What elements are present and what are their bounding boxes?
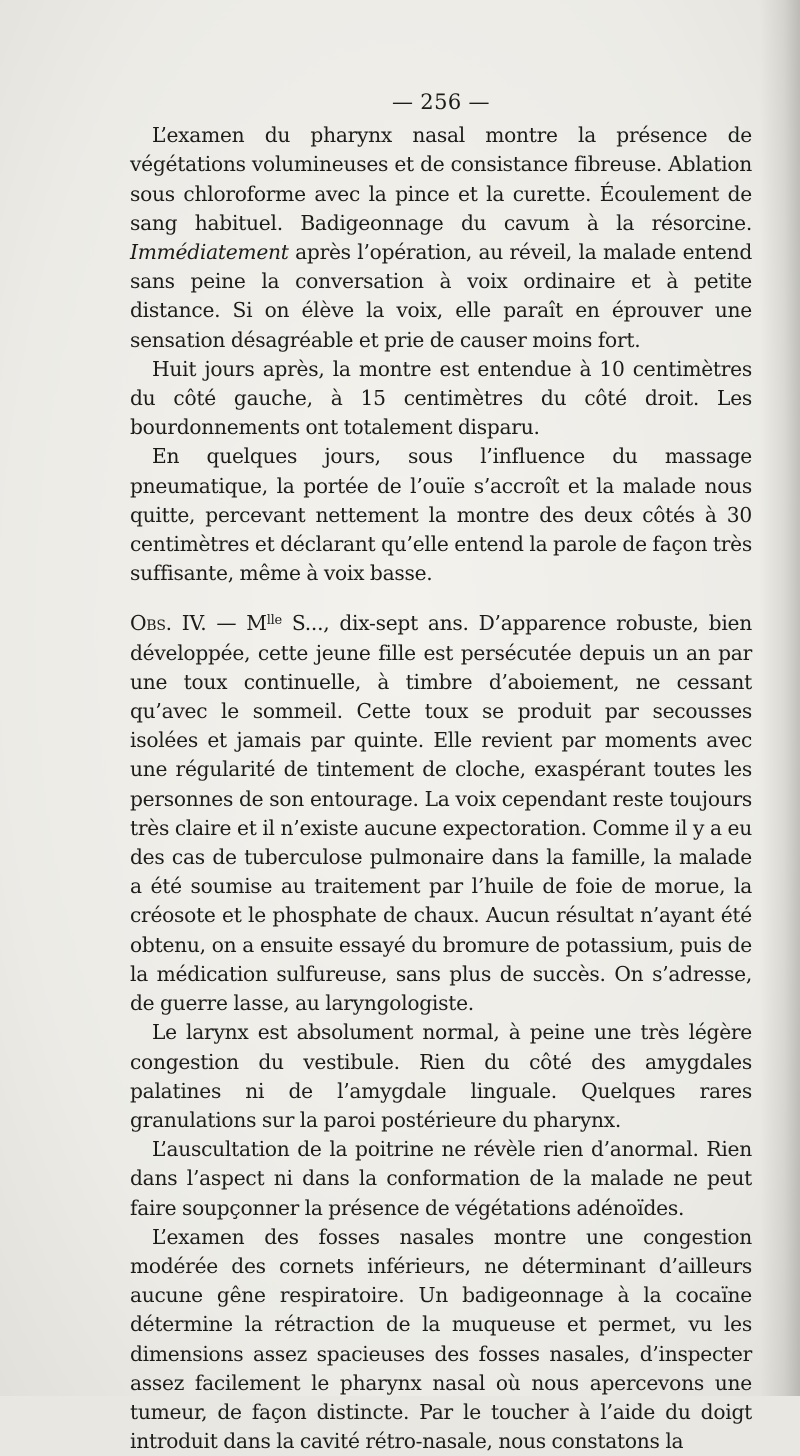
italic-text: Immédiatement xyxy=(130,240,289,265)
page-edge-shadow xyxy=(760,0,800,1396)
body-paragraphs xyxy=(130,121,752,1456)
superscript-text: lle xyxy=(266,613,282,629)
paragraph xyxy=(130,355,752,443)
page-text xyxy=(130,88,752,1456)
paragraph xyxy=(130,121,752,355)
page-number: — 256 — xyxy=(392,90,490,114)
text-segment: S..., dix-sept ans. D’apparence robuste, bien développée, cette jeune fille est persécutée depuis un an par une toux continuelle, à timbre d’aboiement, ne cessant qu’avec le sommeil. Cette toux se produit par secousses isolées et jamais par quinte. Elle revient par moments avec une régularité de tintement de cloche, exaspérant toutes les personnes de son entourage. La voix cependant reste toujours très claire et il n’existe aucune expectoration. Comme il y a eu des cas de tuberculose pulmonaire dans la famille, la malade a été soumise au traitement par l’huile de foie de morue, la créosote et le phosphate de chaux. Aucun résultat n’ayant été obtenu, on a ensuite essayé du bromure de potassium, puis de la médication sulfureuse, sans plus de succès. On s’adresse, de guerre lasse, au laryngologiste. xyxy=(130,611,752,1016)
text-segment: IV. — M xyxy=(171,611,267,636)
text-segment: L’examen du pharynx nasal montre la présence de végétations volumineuses et de consistance fibreuse. Ablation sous chloroforme avec la pince et la curette. Écoulement de sang habituel. Badigeonnage du cavum à la résorcine. xyxy=(130,123,752,235)
paragraph xyxy=(130,1135,752,1223)
paragraph xyxy=(130,609,752,1018)
observation-label: Obs. xyxy=(130,611,172,636)
paragraph xyxy=(130,442,752,588)
text-segment: En quelques jours, sous l’influence du massage pneumatique, la portée de l’ouïe s’accroît et la malade nous quitte, percevant nettement la montre des deux côtés à 30 centimètres et déclarant qu’elle entend la parole de façon très suffisante, même à voix basse. xyxy=(130,444,752,586)
paragraph xyxy=(130,1223,752,1456)
text-segment: après l’opération, au réveil, la malade entend sans peine la conversation à voix ordinaire et à petite distance. Si on élève la voix, elle paraît en éprouver une sensation désagréable et prie de causer moins fort. xyxy=(130,240,752,352)
text-segment: Huit jours après, la montre est entendue à 10 centimètres du côté gauche, à 15 centimètres du côté droit. Les bourdonnements ont totalement disparu. xyxy=(130,356,752,440)
text-segment: L’auscultation de la poitrine ne révèle rien d’anormal. Rien dans l’aspect ni dans la conformation de la malade ne peut faire soupçonner la présence de végétations adénoïdes. xyxy=(130,1137,752,1220)
paragraph xyxy=(130,1018,752,1135)
text-segment: L’examen des fosses nasales montre une congestion modérée des cornets inférieurs, ne déterminant d’ailleurs aucune gêne respiratoire. Un badigeonnage à la cocaïne détermine la rétraction de la muqueuse et permet, vu les dimensions assez spacieuses des fosses nasales, d’inspecter assez facilement le pharynx nasal où nous apercevons une tumeur, de façon distincte. Par le toucher à l’aide du doigt introduit dans la cavité rétro-nasale, nous constatons la xyxy=(130,1224,752,1454)
text-segment: Le larynx est absolument normal, à peine une très légère congestion du vestibule. Rien du côté des amygdales palatines ni de l’amygdale linguale. Quelques rares granulations sur la paroi postérieure du pharynx. xyxy=(130,1020,752,1132)
